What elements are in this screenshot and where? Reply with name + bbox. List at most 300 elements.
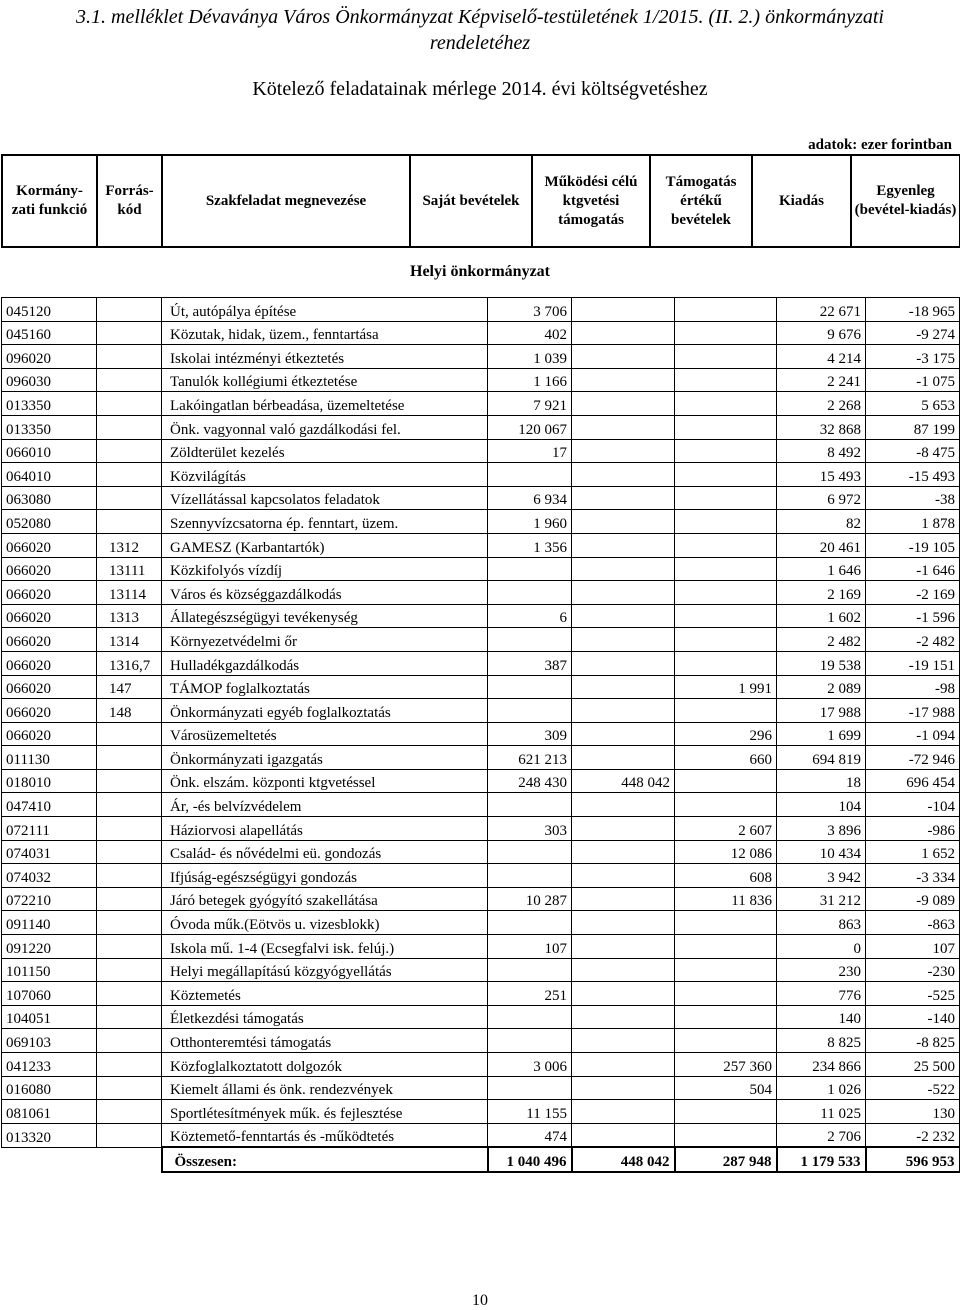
cell-szakfeladat: Ár, -és belvízvédelem bbox=[162, 793, 488, 817]
cell-funkcio: 052080 bbox=[2, 510, 97, 534]
cell-mukodesi-tamogatas bbox=[572, 321, 675, 345]
header-sajat-bevetelek: Saját bevételek bbox=[410, 155, 532, 247]
cell-tamogatas-ertek bbox=[675, 486, 777, 510]
cell-sajat-bevetelek: 7 921 bbox=[488, 392, 572, 416]
cell-funkcio: 064010 bbox=[2, 463, 97, 487]
table-row bbox=[2, 1100, 960, 1124]
cell-mukodesi-tamogatas bbox=[572, 722, 675, 746]
cell-sajat-bevetelek bbox=[488, 581, 572, 605]
cell-kiadas: 15 493 bbox=[777, 463, 866, 487]
cell-forraskod bbox=[97, 510, 162, 534]
units-note: adatok: ezer forintban bbox=[808, 137, 952, 153]
cell-mukodesi-tamogatas bbox=[572, 298, 675, 322]
cell-mukodesi-tamogatas bbox=[572, 746, 675, 770]
cell-mukodesi-tamogatas bbox=[572, 1029, 675, 1053]
cell-egyenleg: -104 bbox=[866, 793, 960, 817]
cell-sajat-bevetelek: 6 bbox=[488, 604, 572, 628]
cell-sajat-bevetelek bbox=[488, 1076, 572, 1100]
table-row bbox=[2, 675, 960, 699]
cell-tamogatas-ertek: 296 bbox=[675, 722, 777, 746]
document-subtitle: Kötelező feladatainak mérlege 2014. évi költségvetéshez bbox=[252, 78, 708, 100]
cell-mukodesi-tamogatas bbox=[572, 675, 675, 699]
table-row bbox=[2, 298, 960, 322]
cell-mukodesi-tamogatas bbox=[572, 887, 675, 911]
cell-funkcio: 013350 bbox=[2, 415, 97, 439]
cell-kiadas: 230 bbox=[777, 958, 866, 982]
cell-mukodesi-tamogatas bbox=[572, 557, 675, 581]
cell-kiadas: 2 241 bbox=[777, 368, 866, 392]
cell-egyenleg: -18 965 bbox=[866, 298, 960, 322]
cell-szakfeladat: Sportlétesítmények műk. és fejlesztése bbox=[162, 1100, 488, 1124]
cell-funkcio: 074031 bbox=[2, 840, 97, 864]
cell-forraskod: 1312 bbox=[97, 533, 162, 557]
cell-funkcio: 066010 bbox=[2, 439, 97, 463]
cell-szakfeladat: Környezetvédelmi őr bbox=[162, 628, 488, 652]
cell-szakfeladat: Életkezdési támogatás bbox=[162, 1005, 488, 1029]
cell-egyenleg: -522 bbox=[866, 1076, 960, 1100]
cell-tamogatas-ertek bbox=[675, 769, 777, 793]
cell-mukodesi-tamogatas bbox=[572, 486, 675, 510]
cell-kiadas: 694 819 bbox=[777, 746, 866, 770]
cell-kiadas: 8 825 bbox=[777, 1029, 866, 1053]
cell-sajat-bevetelek bbox=[488, 557, 572, 581]
cell-szakfeladat: Közfoglalkoztatott dolgozók bbox=[162, 1053, 488, 1077]
cell-kiadas: 1 646 bbox=[777, 557, 866, 581]
cell-mukodesi-tamogatas bbox=[572, 958, 675, 982]
cell-tamogatas-ertek: 504 bbox=[675, 1076, 777, 1100]
table-row bbox=[2, 392, 960, 416]
total-kiadas: 1 179 533 bbox=[777, 1147, 866, 1172]
cell-funkcio: 074032 bbox=[2, 864, 97, 888]
cell-funkcio: 066020 bbox=[2, 533, 97, 557]
cell-forraskod bbox=[97, 722, 162, 746]
cell-funkcio: 011130 bbox=[2, 746, 97, 770]
cell-sajat-bevetelek: 1 039 bbox=[488, 345, 572, 369]
cell-sajat-bevetelek: 303 bbox=[488, 817, 572, 841]
cell-forraskod bbox=[97, 746, 162, 770]
cell-egyenleg: -2 482 bbox=[866, 628, 960, 652]
cell-szakfeladat: Tanulók kollégiumi étkeztetése bbox=[162, 368, 488, 392]
cell-tamogatas-ertek bbox=[675, 604, 777, 628]
cell-egyenleg: -230 bbox=[866, 958, 960, 982]
table-row bbox=[2, 463, 960, 487]
cell-tamogatas-ertek bbox=[675, 911, 777, 935]
cell-szakfeladat: Járó betegek gyógyító szakellátása bbox=[162, 887, 488, 911]
cell-szakfeladat: Helyi megállapítású közgyógyellátás bbox=[162, 958, 488, 982]
cell-tamogatas-ertek: 1 991 bbox=[675, 675, 777, 699]
cell-kiadas: 2 089 bbox=[777, 675, 866, 699]
cell-mukodesi-tamogatas bbox=[572, 793, 675, 817]
cell-forraskod bbox=[97, 392, 162, 416]
column-header-table bbox=[1, 154, 960, 248]
table-row bbox=[2, 958, 960, 982]
cell-kiadas: 11 025 bbox=[777, 1100, 866, 1124]
cell-szakfeladat: Iskola mű. 1-4 (Ecsegfalvi isk. felúj.) bbox=[162, 935, 488, 959]
cell-sajat-bevetelek bbox=[488, 864, 572, 888]
cell-kiadas: 140 bbox=[777, 1005, 866, 1029]
cell-sajat-bevetelek bbox=[488, 793, 572, 817]
cell-mukodesi-tamogatas bbox=[572, 604, 675, 628]
cell-kiadas: 31 212 bbox=[777, 887, 866, 911]
table-row bbox=[2, 982, 960, 1006]
cell-kiadas: 1 699 bbox=[777, 722, 866, 746]
cell-forraskod bbox=[97, 769, 162, 793]
cell-szakfeladat: TÁMOP foglalkoztatás bbox=[162, 675, 488, 699]
cell-kiadas: 863 bbox=[777, 911, 866, 935]
cell-tamogatas-ertek bbox=[675, 581, 777, 605]
cell-funkcio: 066020 bbox=[2, 722, 97, 746]
cell-tamogatas-ertek bbox=[675, 557, 777, 581]
cell-szakfeladat: Kiemelt állami és önk. rendezvények bbox=[162, 1076, 488, 1100]
header-tamogatas-ertek: Támogatás értékű bevételek bbox=[650, 155, 752, 247]
cell-sajat-bevetelek: 10 287 bbox=[488, 887, 572, 911]
cell-mukodesi-tamogatas bbox=[572, 1005, 675, 1029]
cell-forraskod bbox=[97, 486, 162, 510]
cell-egyenleg: -9 089 bbox=[866, 887, 960, 911]
cell-egyenleg: 87 199 bbox=[866, 415, 960, 439]
header-mukodesi-tamogatas: Működési célú ktgvetési támogatás bbox=[532, 155, 650, 247]
cell-mukodesi-tamogatas bbox=[572, 911, 675, 935]
cell-tamogatas-ertek bbox=[675, 1100, 777, 1124]
cell-kiadas: 10 434 bbox=[777, 840, 866, 864]
cell-tamogatas-ertek bbox=[675, 793, 777, 817]
table-row bbox=[2, 793, 960, 817]
cell-funkcio: 013320 bbox=[2, 1123, 97, 1147]
cell-forraskod bbox=[97, 321, 162, 345]
cell-egyenleg: -17 988 bbox=[866, 699, 960, 723]
cell-funkcio: 047410 bbox=[2, 793, 97, 817]
table-row bbox=[2, 887, 960, 911]
cell-kiadas: 104 bbox=[777, 793, 866, 817]
total-tamogatas: 287 948 bbox=[675, 1147, 777, 1172]
cell-egyenleg: 25 500 bbox=[866, 1053, 960, 1077]
cell-tamogatas-ertek bbox=[675, 958, 777, 982]
table-row bbox=[2, 321, 960, 345]
cell-forraskod bbox=[97, 415, 162, 439]
cell-tamogatas-ertek: 660 bbox=[675, 746, 777, 770]
cell-sajat-bevetelek: 1 356 bbox=[488, 533, 572, 557]
table-row bbox=[2, 864, 960, 888]
cell-forraskod bbox=[97, 1005, 162, 1029]
cell-mukodesi-tamogatas bbox=[572, 840, 675, 864]
cell-forraskod bbox=[97, 1029, 162, 1053]
cell-sajat-bevetelek bbox=[488, 958, 572, 982]
cell-tamogatas-ertek bbox=[675, 439, 777, 463]
cell-forraskod bbox=[97, 840, 162, 864]
cell-sajat-bevetelek bbox=[488, 911, 572, 935]
cell-tamogatas-ertek: 11 836 bbox=[675, 887, 777, 911]
cell-egyenleg: -9 274 bbox=[866, 321, 960, 345]
cell-tamogatas-ertek bbox=[675, 392, 777, 416]
cell-szakfeladat: Városüzemeltetés bbox=[162, 722, 488, 746]
cell-sajat-bevetelek: 251 bbox=[488, 982, 572, 1006]
cell-funkcio: 045120 bbox=[2, 298, 97, 322]
cell-tamogatas-ertek bbox=[675, 368, 777, 392]
cell-mukodesi-tamogatas bbox=[572, 368, 675, 392]
cell-szakfeladat: Út, autópálya építése bbox=[162, 298, 488, 322]
cell-tamogatas-ertek bbox=[675, 982, 777, 1006]
cell-tamogatas-ertek bbox=[675, 1029, 777, 1053]
cell-tamogatas-ertek bbox=[675, 628, 777, 652]
cell-kiadas: 3 942 bbox=[777, 864, 866, 888]
cell-tamogatas-ertek bbox=[675, 1123, 777, 1147]
cell-egyenleg: -863 bbox=[866, 911, 960, 935]
cell-sajat-bevetelek: 474 bbox=[488, 1123, 572, 1147]
cell-tamogatas-ertek bbox=[675, 935, 777, 959]
table-row bbox=[2, 533, 960, 557]
cell-szakfeladat: Zöldterület kezelés bbox=[162, 439, 488, 463]
cell-egyenleg: -8 825 bbox=[866, 1029, 960, 1053]
cell-sajat-bevetelek: 17 bbox=[488, 439, 572, 463]
cell-kiadas: 4 214 bbox=[777, 345, 866, 369]
cell-sajat-bevetelek: 107 bbox=[488, 935, 572, 959]
cell-mukodesi-tamogatas bbox=[572, 1076, 675, 1100]
cell-sajat-bevetelek: 621 213 bbox=[488, 746, 572, 770]
cell-tamogatas-ertek: 608 bbox=[675, 864, 777, 888]
cell-forraskod bbox=[97, 368, 162, 392]
cell-egyenleg: -1 094 bbox=[866, 722, 960, 746]
cell-mukodesi-tamogatas: 448 042 bbox=[572, 769, 675, 793]
cell-sajat-bevetelek: 1 166 bbox=[488, 368, 572, 392]
cell-kiadas: 0 bbox=[777, 935, 866, 959]
cell-egyenleg: 5 653 bbox=[866, 392, 960, 416]
cell-forraskod bbox=[97, 439, 162, 463]
cell-mukodesi-tamogatas bbox=[572, 1123, 675, 1147]
cell-szakfeladat: Ifjúság-egészségügyi gondozás bbox=[162, 864, 488, 888]
cell-egyenleg: 130 bbox=[866, 1100, 960, 1124]
cell-egyenleg: -15 493 bbox=[866, 463, 960, 487]
cell-forraskod bbox=[97, 911, 162, 935]
table-row bbox=[2, 557, 960, 581]
total-label: Összesen: bbox=[162, 1147, 488, 1172]
cell-szakfeladat: Köztemetés bbox=[162, 982, 488, 1006]
cell-kiadas: 18 bbox=[777, 769, 866, 793]
cell-szakfeladat: Önkormányzati egyéb foglalkoztatás bbox=[162, 699, 488, 723]
cell-szakfeladat: Háziorvosi alapellátás bbox=[162, 817, 488, 841]
cell-egyenleg: -986 bbox=[866, 817, 960, 841]
cell-egyenleg: -2 232 bbox=[866, 1123, 960, 1147]
cell-szakfeladat: Közutak, hidak, üzem., fenntartása bbox=[162, 321, 488, 345]
table-row bbox=[2, 415, 960, 439]
table-row bbox=[2, 439, 960, 463]
cell-tamogatas-ertek bbox=[675, 1005, 777, 1029]
cell-funkcio: 091140 bbox=[2, 911, 97, 935]
table-row bbox=[2, 911, 960, 935]
cell-egyenleg: -19 151 bbox=[866, 651, 960, 675]
cell-tamogatas-ertek bbox=[675, 321, 777, 345]
cell-egyenleg: -72 946 bbox=[866, 746, 960, 770]
header-kiadas: Kiadás bbox=[752, 155, 851, 247]
cell-sajat-bevetelek bbox=[488, 840, 572, 864]
cell-forraskod bbox=[97, 793, 162, 817]
cell-kiadas: 3 896 bbox=[777, 817, 866, 841]
budget-table bbox=[1, 297, 960, 1173]
cell-egyenleg: -2 169 bbox=[866, 581, 960, 605]
cell-forraskod: 1314 bbox=[97, 628, 162, 652]
cell-mukodesi-tamogatas bbox=[572, 533, 675, 557]
cell-forraskod bbox=[97, 864, 162, 888]
cell-sajat-bevetelek bbox=[488, 699, 572, 723]
table-row bbox=[2, 935, 960, 959]
cell-forraskod: 13111 bbox=[97, 557, 162, 581]
cell-funkcio: 045160 bbox=[2, 321, 97, 345]
cell-mukodesi-tamogatas bbox=[572, 1100, 675, 1124]
cell-sajat-bevetelek: 6 934 bbox=[488, 486, 572, 510]
cell-mukodesi-tamogatas bbox=[572, 510, 675, 534]
cell-kiadas: 32 868 bbox=[777, 415, 866, 439]
cell-funkcio: 016080 bbox=[2, 1076, 97, 1100]
cell-sajat-bevetelek: 1 960 bbox=[488, 510, 572, 534]
cell-forraskod bbox=[97, 887, 162, 911]
cell-kiadas: 234 866 bbox=[777, 1053, 866, 1077]
cell-sajat-bevetelek: 3 006 bbox=[488, 1053, 572, 1077]
cell-funkcio: 013350 bbox=[2, 392, 97, 416]
cell-szakfeladat: Otthonteremtési támogatás bbox=[162, 1029, 488, 1053]
cell-forraskod: 148 bbox=[97, 699, 162, 723]
table-row bbox=[2, 604, 960, 628]
cell-funkcio: 066020 bbox=[2, 604, 97, 628]
section-title: Helyi önkormányzat bbox=[410, 263, 550, 280]
table-row bbox=[2, 628, 960, 652]
cell-funkcio: 063080 bbox=[2, 486, 97, 510]
cell-egyenleg: -19 105 bbox=[866, 533, 960, 557]
cell-szakfeladat: Önk. vagyonnal való gazdálkodási fel. bbox=[162, 415, 488, 439]
cell-szakfeladat: Iskolai intézményi étkeztetés bbox=[162, 345, 488, 369]
cell-sajat-bevetelek: 402 bbox=[488, 321, 572, 345]
table-row bbox=[2, 699, 960, 723]
total-row bbox=[2, 1147, 960, 1172]
cell-sajat-bevetelek: 248 430 bbox=[488, 769, 572, 793]
cell-szakfeladat: Vízellátással kapcsolatos feladatok bbox=[162, 486, 488, 510]
cell-szakfeladat: Állategészségügyi tevékenység bbox=[162, 604, 488, 628]
cell-mukodesi-tamogatas bbox=[572, 699, 675, 723]
table-row bbox=[2, 1053, 960, 1077]
cell-mukodesi-tamogatas bbox=[572, 345, 675, 369]
cell-mukodesi-tamogatas bbox=[572, 817, 675, 841]
cell-egyenleg: -3 334 bbox=[866, 864, 960, 888]
cell-funkcio: 101150 bbox=[2, 958, 97, 982]
cell-funkcio: 104051 bbox=[2, 1005, 97, 1029]
cell-funkcio: 066020 bbox=[2, 699, 97, 723]
cell-mukodesi-tamogatas bbox=[572, 439, 675, 463]
cell-tamogatas-ertek bbox=[675, 415, 777, 439]
cell-mukodesi-tamogatas bbox=[572, 1053, 675, 1077]
cell-tamogatas-ertek bbox=[675, 298, 777, 322]
cell-sajat-bevetelek: 309 bbox=[488, 722, 572, 746]
table-row bbox=[2, 368, 960, 392]
cell-tamogatas-ertek: 12 086 bbox=[675, 840, 777, 864]
cell-tamogatas-ertek bbox=[675, 699, 777, 723]
cell-sajat-bevetelek: 3 706 bbox=[488, 298, 572, 322]
cell-funkcio: 018010 bbox=[2, 769, 97, 793]
cell-szakfeladat: Szennyvízcsatorna ép. fenntart, üzem. bbox=[162, 510, 488, 534]
cell-forraskod bbox=[97, 298, 162, 322]
cell-forraskod: 13114 bbox=[97, 581, 162, 605]
cell-mukodesi-tamogatas bbox=[572, 864, 675, 888]
cell-sajat-bevetelek: 11 155 bbox=[488, 1100, 572, 1124]
cell-funkcio: 072210 bbox=[2, 887, 97, 911]
table-row bbox=[2, 1076, 960, 1100]
cell-szakfeladat: Köztemető-fenntartás és -működtetés bbox=[162, 1123, 488, 1147]
cell-forraskod bbox=[97, 958, 162, 982]
table-row bbox=[2, 651, 960, 675]
total-egyenleg: 596 953 bbox=[866, 1147, 960, 1172]
cell-funkcio: 081061 bbox=[2, 1100, 97, 1124]
cell-funkcio: 072111 bbox=[2, 817, 97, 841]
cell-szakfeladat: Közkifolyós vízdíj bbox=[162, 557, 488, 581]
cell-funkcio: 066020 bbox=[2, 651, 97, 675]
cell-forraskod bbox=[97, 982, 162, 1006]
cell-egyenleg: -1 596 bbox=[866, 604, 960, 628]
cell-egyenleg: -38 bbox=[866, 486, 960, 510]
cell-tamogatas-ertek: 257 360 bbox=[675, 1053, 777, 1077]
cell-egyenleg: -3 175 bbox=[866, 345, 960, 369]
cell-kiadas: 1 602 bbox=[777, 604, 866, 628]
cell-egyenleg: -8 475 bbox=[866, 439, 960, 463]
cell-kiadas: 6 972 bbox=[777, 486, 866, 510]
cell-tamogatas-ertek bbox=[675, 651, 777, 675]
cell-egyenleg: 107 bbox=[866, 935, 960, 959]
table-row bbox=[2, 840, 960, 864]
cell-forraskod: 1313 bbox=[97, 604, 162, 628]
total-mukodesi: 448 042 bbox=[572, 1147, 675, 1172]
cell-egyenleg: -98 bbox=[866, 675, 960, 699]
cell-sajat-bevetelek bbox=[488, 628, 572, 652]
heading-line-2: rendeletéhez bbox=[429, 32, 531, 54]
cell-szakfeladat: GAMESZ (Karbantartók) bbox=[162, 533, 488, 557]
cell-kiadas: 2 169 bbox=[777, 581, 866, 605]
cell-forraskod bbox=[97, 817, 162, 841]
cell-mukodesi-tamogatas bbox=[572, 392, 675, 416]
cell-egyenleg: -1 075 bbox=[866, 368, 960, 392]
cell-kiadas: 1 026 bbox=[777, 1076, 866, 1100]
table-row bbox=[2, 769, 960, 793]
cell-kiadas: 22 671 bbox=[777, 298, 866, 322]
cell-sajat-bevetelek: 387 bbox=[488, 651, 572, 675]
table-row bbox=[2, 486, 960, 510]
cell-forraskod bbox=[97, 345, 162, 369]
cell-funkcio: 066020 bbox=[2, 628, 97, 652]
cell-szakfeladat: Lakóingatlan bérbeadása, üzemeltetése bbox=[162, 392, 488, 416]
page-number: 10 bbox=[472, 1292, 488, 1309]
cell-funkcio: 069103 bbox=[2, 1029, 97, 1053]
document-heading bbox=[0, 4, 960, 56]
cell-szakfeladat: Város és községgazdálkodás bbox=[162, 581, 488, 605]
cell-forraskod bbox=[97, 1100, 162, 1124]
cell-kiadas: 20 461 bbox=[777, 533, 866, 557]
cell-mukodesi-tamogatas bbox=[572, 982, 675, 1006]
cell-kiadas: 776 bbox=[777, 982, 866, 1006]
cell-egyenleg: -140 bbox=[866, 1005, 960, 1029]
header-forraskod: Forrás-kód bbox=[97, 155, 162, 247]
cell-tamogatas-ertek bbox=[675, 463, 777, 487]
heading-line-1: 3.1. melléklet Dévaványa Város Önkormányzat Képviselő-testületének 1/2015. (II. 2.) önkormányzati bbox=[76, 6, 884, 28]
cell-kiadas: 2 706 bbox=[777, 1123, 866, 1147]
header-szakfeladat: Szakfeladat megnevezése bbox=[162, 155, 410, 247]
cell-kiadas: 2 482 bbox=[777, 628, 866, 652]
cell-szakfeladat: Hulladékgazdálkodás bbox=[162, 651, 488, 675]
table-row bbox=[2, 345, 960, 369]
cell-funkcio: 107060 bbox=[2, 982, 97, 1006]
cell-kiadas: 82 bbox=[777, 510, 866, 534]
cell-forraskod: 1316,7 bbox=[97, 651, 162, 675]
table-row bbox=[2, 510, 960, 534]
cell-funkcio: 066020 bbox=[2, 675, 97, 699]
cell-funkcio: 066020 bbox=[2, 557, 97, 581]
cell-mukodesi-tamogatas bbox=[572, 463, 675, 487]
cell-sajat-bevetelek bbox=[488, 463, 572, 487]
cell-egyenleg: -525 bbox=[866, 982, 960, 1006]
